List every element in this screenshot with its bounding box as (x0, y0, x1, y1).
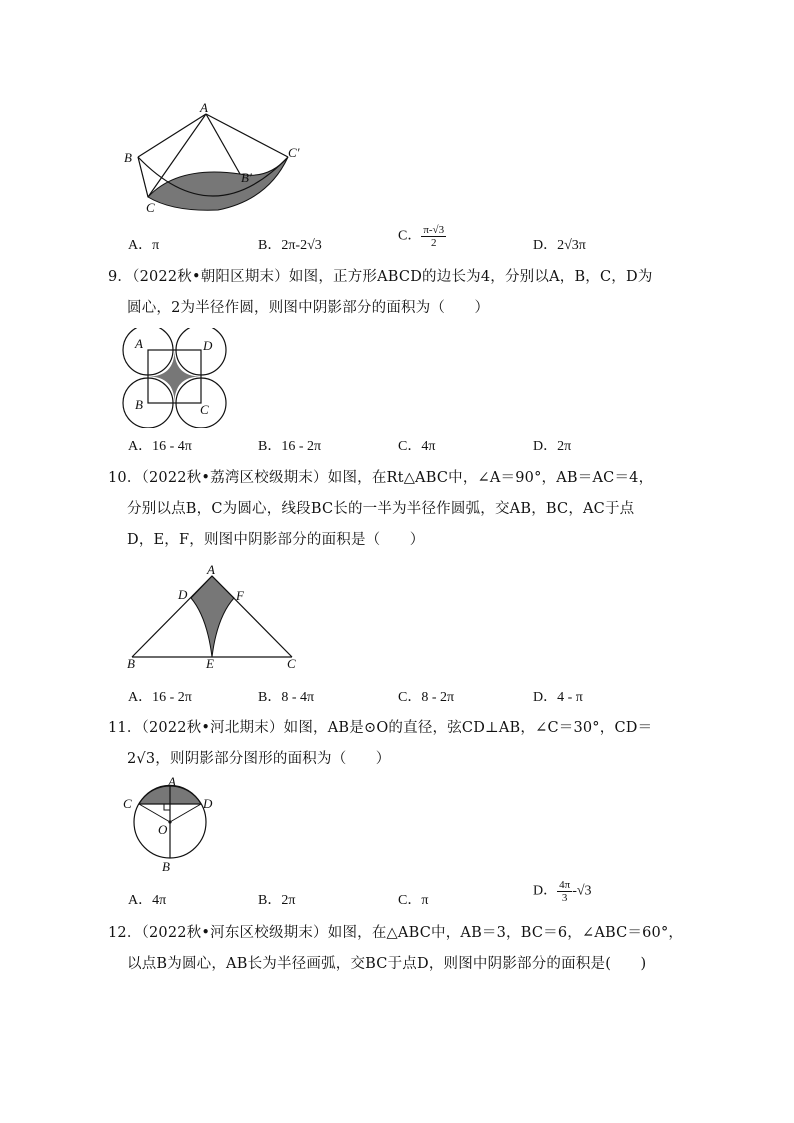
q8-label-B: B (124, 150, 132, 165)
q11-option-b: B．2π (258, 893, 296, 908)
q10-option-a: A．16 - 2π (128, 690, 192, 705)
q9-label-C: C (200, 402, 209, 417)
q9-label-B: B (135, 397, 143, 412)
q8-segment-AB (138, 114, 206, 157)
q11-label-D: D (203, 796, 213, 811)
q10-segment-AB (132, 576, 212, 657)
q9-options (128, 435, 688, 455)
q10-label-B: B (127, 656, 135, 671)
q11-label-C: C (123, 796, 132, 811)
q10-label-D: D (178, 587, 188, 602)
q11-option-a: A．4π (128, 893, 167, 908)
q11-option-d: D． $\frac{4\pi}{3}$ -√3 (533, 879, 592, 904)
q9-text: 9．（2022秋•朝阳区期末）如图，正方形ABCD的边长为4，分别以A，B，C，D为 圆心，2为半径作圆，则图中阴影部分的面积为（ ） (108, 269, 653, 316)
q8-figure (118, 100, 318, 220)
q10-figure (122, 562, 312, 672)
q9-label-A: A (135, 336, 143, 351)
q8-label-A: A (200, 100, 208, 115)
q10-option-d: D．4 - π (533, 690, 583, 705)
q8-segment-BC (138, 157, 148, 197)
q11-segment-OD (170, 804, 201, 822)
q10-label-F: F (236, 588, 244, 603)
q10-label-E: E (206, 656, 214, 671)
q9-option-c: C．4π (398, 439, 436, 454)
q10-shaded-region (191, 576, 234, 657)
q10-label-A: A (207, 562, 215, 577)
q8-options (128, 224, 688, 254)
q8-label-B-prime: B′ (241, 170, 252, 185)
q10-option-b: B．8 - 4π (258, 690, 315, 705)
q11-option-c: C．π (398, 893, 429, 908)
q9-figure (120, 328, 230, 428)
q9-option-a: A．16 - 4π (128, 439, 192, 454)
q10-option-c: C．8 - 2π (398, 690, 455, 705)
q8-option-d: D．2√3π (533, 238, 586, 253)
q11-label-A: A (168, 774, 176, 789)
q8-label-C: C (146, 200, 155, 215)
q10-text: 10．（2022秋•荔湾区校级期末）如图，在Rt△ABC中，∠A＝90°，AB＝AC＝4， 分别以点B，C为圆心，线段BC长的一半为半径作圆弧，交AB，BC，AC于点 D，E，F，则图中阴影部分的面积是（ ） (108, 470, 654, 548)
q10-options (128, 686, 688, 706)
q11-label-B: B (162, 859, 170, 874)
q8-label-C-prime: C′ (288, 145, 300, 160)
q11-text: 11．（2022秋•河北期末）如图，AB是⊙O的直径，弦CD⊥AB，∠C＝30°，CD＝ 2√3，则阴影部分图形的面积为（ ） (108, 720, 653, 767)
q8-option-a: A．π (128, 238, 160, 253)
q8-shaded-region (148, 157, 288, 210)
q11-figure (118, 774, 228, 874)
q10-label-C: C (287, 656, 296, 671)
q12-text: 12．（2022秋•河东区校级期末）如图，在△ABC中，AB＝3，BC＝6，∠ABC＝60°， 以点B为圆心，AB长为半径画弧，交BC于点D，则图中阴影部分的面积是( ) (108, 925, 684, 972)
q8-option-b: B．2π-2√3 (258, 238, 322, 253)
q9-option-b: B．16 - 2π (258, 439, 322, 454)
q11-right-angle-mark (164, 804, 170, 810)
q9-label-D: D (203, 338, 213, 353)
q10-segment-AC (212, 576, 292, 657)
q11-segment-OC (139, 804, 170, 822)
q11-label-O: O (158, 822, 168, 837)
q9-option-d: D．2π (533, 439, 572, 454)
q11-options (128, 879, 688, 909)
q8-option-c: C． $\frac{\pi-√3}{2}$ (398, 224, 445, 249)
